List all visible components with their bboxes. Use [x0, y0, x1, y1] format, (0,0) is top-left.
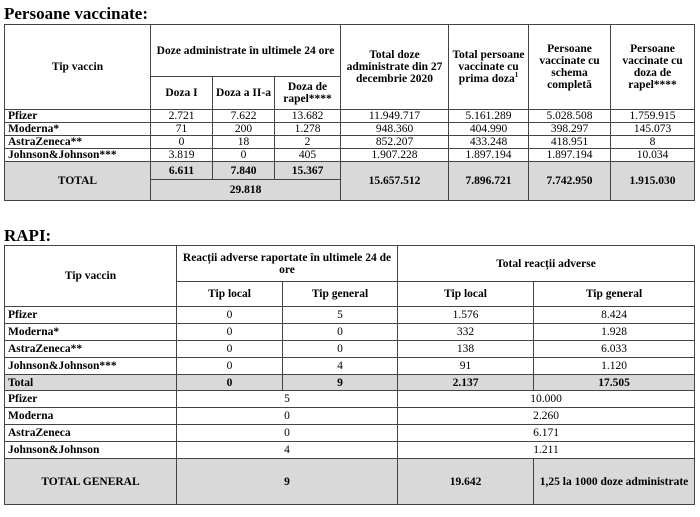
cell-general-total: 8.424 — [534, 307, 695, 324]
cell-doza-2: 200 — [213, 123, 275, 136]
header-doze-24h: Doze administrate în ultimele 24 ore — [151, 25, 341, 77]
total-label: TOTAL — [5, 162, 151, 201]
cell-local-24h: 0 — [177, 324, 283, 341]
rapi-total-general-total: 17.505 — [534, 375, 695, 391]
total-doza-2: 7.840 — [213, 162, 275, 180]
table-row — [5, 307, 695, 324]
table-row — [5, 341, 695, 358]
table-row — [5, 408, 695, 425]
rapi-total-general-24h: 9 — [283, 375, 398, 391]
header-cu-rapel: Persoane vaccinate cu doza de rapel**** — [611, 25, 695, 110]
table-row — [5, 123, 695, 136]
table-row — [5, 110, 695, 123]
cell-doza-1: 71 — [151, 123, 213, 136]
header-schema-completa: Persoane vaccinate cu schema completă — [529, 25, 611, 110]
cell-local-total: 91 — [398, 358, 534, 375]
vaccinati-title: Persoane vaccinate: — [4, 4, 148, 23]
table-row — [5, 324, 695, 341]
total-total-prima: 7.896.721 — [449, 162, 529, 201]
cell-local-total: 1.576 — [398, 307, 534, 324]
cell-local-24h: 0 — [177, 358, 283, 375]
cell-schema: 418.951 — [529, 136, 611, 149]
cell-total: 6.171 — [398, 425, 695, 442]
row-name: Johnson&Johnson*** — [5, 358, 177, 375]
total-general-value: 19.642 — [398, 459, 534, 505]
rapi-header-tip-vaccin: Tip vaccin — [5, 246, 177, 307]
rapi-title: RAPI: — [4, 226, 52, 245]
cell-total-prima: 1.897.194 — [449, 149, 529, 162]
cell-general-total: 1.928 — [534, 324, 695, 341]
cell-cu-rapel: 8 — [611, 136, 695, 149]
rapi-header-total: Total reacții adverse — [398, 246, 695, 282]
cell-doza-1: 0 — [151, 136, 213, 149]
row-name: AstraZeneca — [5, 425, 177, 442]
cell-rapel: 2 — [275, 136, 341, 149]
rapi-header-24h: Reacții adverse raportate în ultimele 24 de ore — [177, 246, 398, 282]
header-total-prima-footnote: 1 — [514, 71, 519, 80]
cell-general-24h: 0 — [283, 324, 398, 341]
row-name: Moderna* — [5, 324, 177, 341]
cell-total: 1.211 — [398, 442, 695, 459]
cell-general-24h: 5 — [283, 307, 398, 324]
rapi-header-local-total: Tip local — [398, 282, 534, 307]
cell-schema: 5.028.508 — [529, 110, 611, 123]
cell-general-24h: 0 — [283, 341, 398, 358]
total-general-rate: 1,25 la 1000 doze administrate — [534, 459, 695, 505]
table-row — [5, 391, 695, 408]
row-name: Moderna* — [5, 123, 151, 136]
rapi-total-label: Total — [5, 375, 177, 391]
total-cu-rapel: 1.915.030 — [611, 162, 695, 201]
total-general-label: TOTAL GENERAL — [5, 459, 177, 505]
header-doza-2: Doza a II-a — [213, 77, 275, 110]
cell-24h: 4 — [177, 442, 398, 459]
row-name: AstraZeneca** — [5, 136, 151, 149]
total-schema: 7.742.950 — [529, 162, 611, 201]
cell-24h: 0 — [177, 425, 398, 442]
table-row — [5, 358, 695, 375]
cell-rapel: 405 — [275, 149, 341, 162]
total-general-row — [5, 459, 695, 505]
cell-general-24h: 4 — [283, 358, 398, 375]
row-name: Johnson&Johnson*** — [5, 149, 151, 162]
row-name: Pfizer — [5, 110, 151, 123]
cell-doza-2: 7.622 — [213, 110, 275, 123]
cell-doza-1: 3.819 — [151, 149, 213, 162]
cell-local-24h: 0 — [177, 341, 283, 358]
cell-doza-2: 18 — [213, 136, 275, 149]
table-row — [5, 149, 695, 162]
rapi-header-general-total: Tip general — [534, 282, 695, 307]
cell-total: 10.000 — [398, 391, 695, 408]
row-name: Moderna — [5, 408, 177, 425]
header-total-doze: Total doze administrate din 27 decembrie 2020 — [341, 25, 449, 110]
cell-local-total: 332 — [398, 324, 534, 341]
cell-general-total: 1.120 — [534, 358, 695, 375]
cell-schema: 1.897.194 — [529, 149, 611, 162]
vaccinati-table — [4, 24, 695, 201]
cell-local-24h: 0 — [177, 307, 283, 324]
cell-24h: 5 — [177, 391, 398, 408]
row-name: Pfizer — [5, 391, 177, 408]
row-name: AstraZeneca** — [5, 341, 177, 358]
table-row — [5, 136, 695, 149]
header-total-prima-text: Total persoane vaccinate cu prima doza — [452, 49, 525, 85]
cell-total-prima: 433.248 — [449, 136, 529, 149]
cell-doza-1: 2.721 — [151, 110, 213, 123]
header-total-prima — [449, 25, 529, 110]
cell-total-doze: 1.907.228 — [341, 149, 449, 162]
total-general-24h: 9 — [177, 459, 398, 505]
rapi-total-row — [5, 375, 695, 391]
cell-total-doze: 852.207 — [341, 136, 449, 149]
total-doza-1: 6.611 — [151, 162, 213, 180]
cell-local-total: 138 — [398, 341, 534, 358]
rapi-total-local-24h: 0 — [177, 375, 283, 391]
table-row — [5, 442, 695, 459]
cell-total-prima: 404.990 — [449, 123, 529, 136]
rapi-table — [4, 245, 695, 505]
rapi-total-local-total: 2.137 — [398, 375, 534, 391]
total-sum-24h: 29.818 — [151, 180, 341, 201]
cell-cu-rapel: 145.073 — [611, 123, 695, 136]
cell-cu-rapel: 1.759.915 — [611, 110, 695, 123]
rapi-header-general-24h: Tip general — [283, 282, 398, 307]
total-total-doze: 15.657.512 — [341, 162, 449, 201]
header-tip-vaccin: Tip vaccin — [5, 25, 151, 110]
cell-rapel: 13.682 — [275, 110, 341, 123]
header-doza-1: Doza I — [151, 77, 213, 110]
rapi-header-local-24h: Tip local — [177, 282, 283, 307]
header-rapel: Doza de rapel**** — [275, 77, 341, 110]
row-name: Johnson&Johnson — [5, 442, 177, 459]
cell-doza-2: 0 — [213, 149, 275, 162]
cell-rapel: 1.278 — [275, 123, 341, 136]
row-name: Pfizer — [5, 307, 177, 324]
cell-cu-rapel: 10.034 — [611, 149, 695, 162]
cell-total-doze: 11.949.717 — [341, 110, 449, 123]
cell-schema: 398.297 — [529, 123, 611, 136]
cell-total-doze: 948.360 — [341, 123, 449, 136]
cell-total: 2.260 — [398, 408, 695, 425]
cell-general-total: 6.033 — [534, 341, 695, 358]
total-rapel: 15.367 — [275, 162, 341, 180]
total-row — [5, 162, 695, 180]
cell-24h: 0 — [177, 408, 398, 425]
cell-total-prima: 5.161.289 — [449, 110, 529, 123]
table-row — [5, 425, 695, 442]
